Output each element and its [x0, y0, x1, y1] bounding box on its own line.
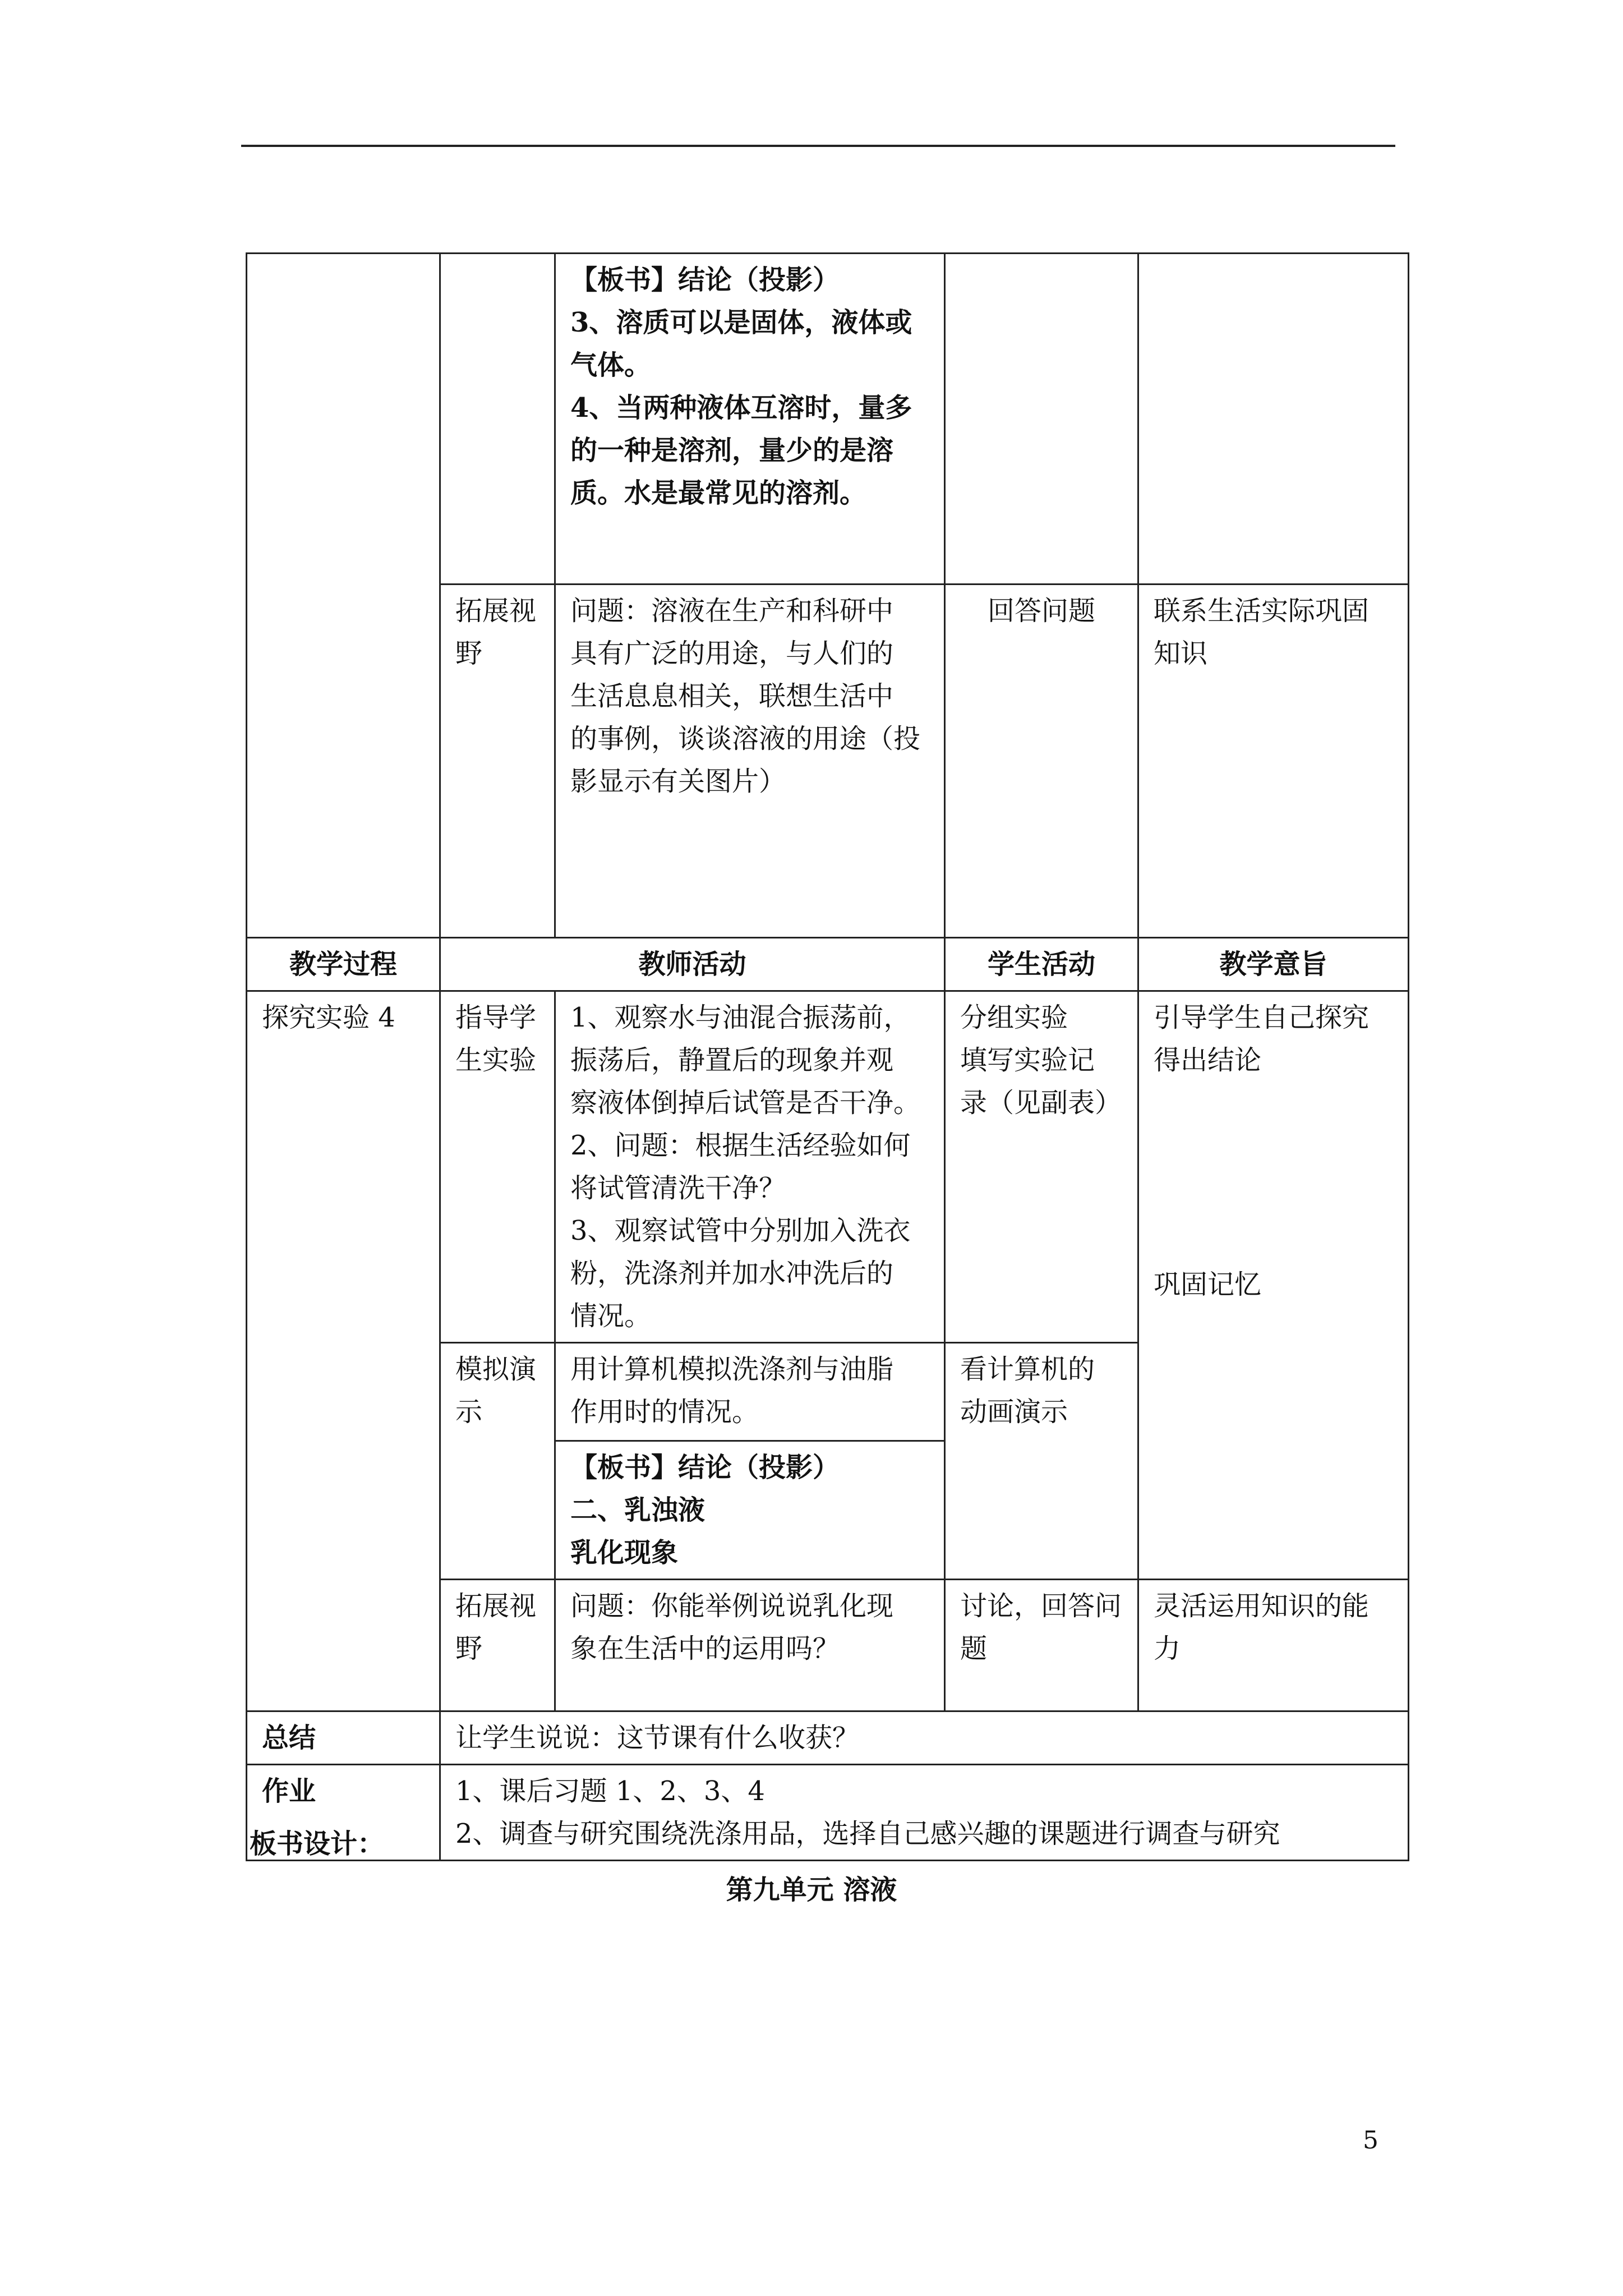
purpose-cell: 灵活运用知识的能 力	[1138, 1580, 1409, 1711]
board-line: 质。水是最常见的溶剂。	[570, 477, 867, 509]
lesson-table	[246, 252, 1409, 1861]
homework-label: 作业	[247, 1765, 440, 1861]
table-row	[247, 991, 1409, 1343]
purpose-cell: 引导学生自己探究 得出结论 巩固记忆	[1138, 991, 1409, 1580]
step-cell: 指导学 生实验	[440, 991, 555, 1343]
purpose-cell: 联系生活实际巩固 知识	[1138, 585, 1409, 938]
board-line: 的一种是溶剂，量少的是溶	[570, 435, 894, 466]
table-header-row	[247, 938, 1409, 991]
board-conclusion-cell: 【板书】结论（投影） 二、乳浊液 乳化现象	[555, 1441, 945, 1580]
step-cell-blank	[440, 254, 555, 585]
process-cell-blank	[247, 254, 440, 938]
header-purpose: 教学意旨	[1138, 938, 1409, 991]
student-activity-cell: 讨论，回答问 题	[945, 1580, 1138, 1711]
student-activity-cell: 回答问题	[945, 585, 1138, 938]
board-line: 3、溶质可以是固体，液体或	[570, 307, 912, 338]
summary-label: 总结	[247, 1711, 440, 1765]
board-conclusion-cell: 【板书】结论（投影） 3、溶质可以是固体，液体或 气体。 4、当两种液体互溶时，量多 的一种是溶剂，量少的是溶 质。水是最常见的溶剂。	[555, 254, 945, 585]
board-design-label: 板书设计：	[250, 1828, 385, 1860]
step-cell: 拓展视 野	[440, 1580, 555, 1711]
teacher-activity-cell: 1、观察水与油混合振荡前， 振荡后，静置后的现象并观 察液体倒掉后试管是否干净。 2、问题：根据生活经验如何 将试管清洗干净？ 3、观察试管中分别加入洗衣 粉，洗涤剂并加水冲洗后的 情况。	[555, 991, 945, 1343]
step-cell: 拓展视 野	[440, 585, 555, 938]
homework-text: 1、课后习题 1、2、3、4 2、调查与研究围绕洗涤用品，选择自己感兴趣的课题进行调查与研究	[440, 1765, 1409, 1861]
header-teacher: 教师活动	[440, 938, 945, 991]
board-line: 气体。	[570, 349, 652, 381]
page-number: 5	[1363, 2126, 1378, 2155]
student-cell-blank	[945, 254, 1138, 585]
student-activity-cell: 分组实验 填写实验记 录（见副表）	[945, 991, 1138, 1343]
teacher-activity-cell: 用计算机模拟洗涤剂与油脂 作用时的情况。	[555, 1343, 945, 1441]
table-row	[247, 254, 1409, 585]
header-process: 教学过程	[247, 938, 440, 991]
table-row	[247, 1711, 1409, 1765]
teacher-activity-cell: 问题：溶液在生产和科研中 具有广泛的用途，与人们的 生活息息相关，联想生活中 的事例，谈谈溶液的用途（投 影显示有关图片）	[555, 585, 945, 938]
table-row	[247, 1765, 1409, 1861]
process-cell: 探究实验 4	[247, 991, 440, 1711]
step-cell: 模拟演 示	[440, 1343, 555, 1580]
student-activity-cell: 看计算机的 动画演示	[945, 1343, 1138, 1580]
header-student: 学生活动	[945, 938, 1138, 991]
summary-text: 让学生说说：这节课有什么收获？	[440, 1711, 1409, 1765]
board-line: 4、当两种液体互溶时，量多	[570, 392, 912, 424]
header-rule	[241, 145, 1395, 147]
teacher-activity-cell: 问题：你能举例说说乳化现 象在生活中的运用吗？	[555, 1580, 945, 1711]
board-design-title: 第九单元 溶液	[726, 1874, 897, 1906]
purpose-cell-blank	[1138, 254, 1409, 585]
